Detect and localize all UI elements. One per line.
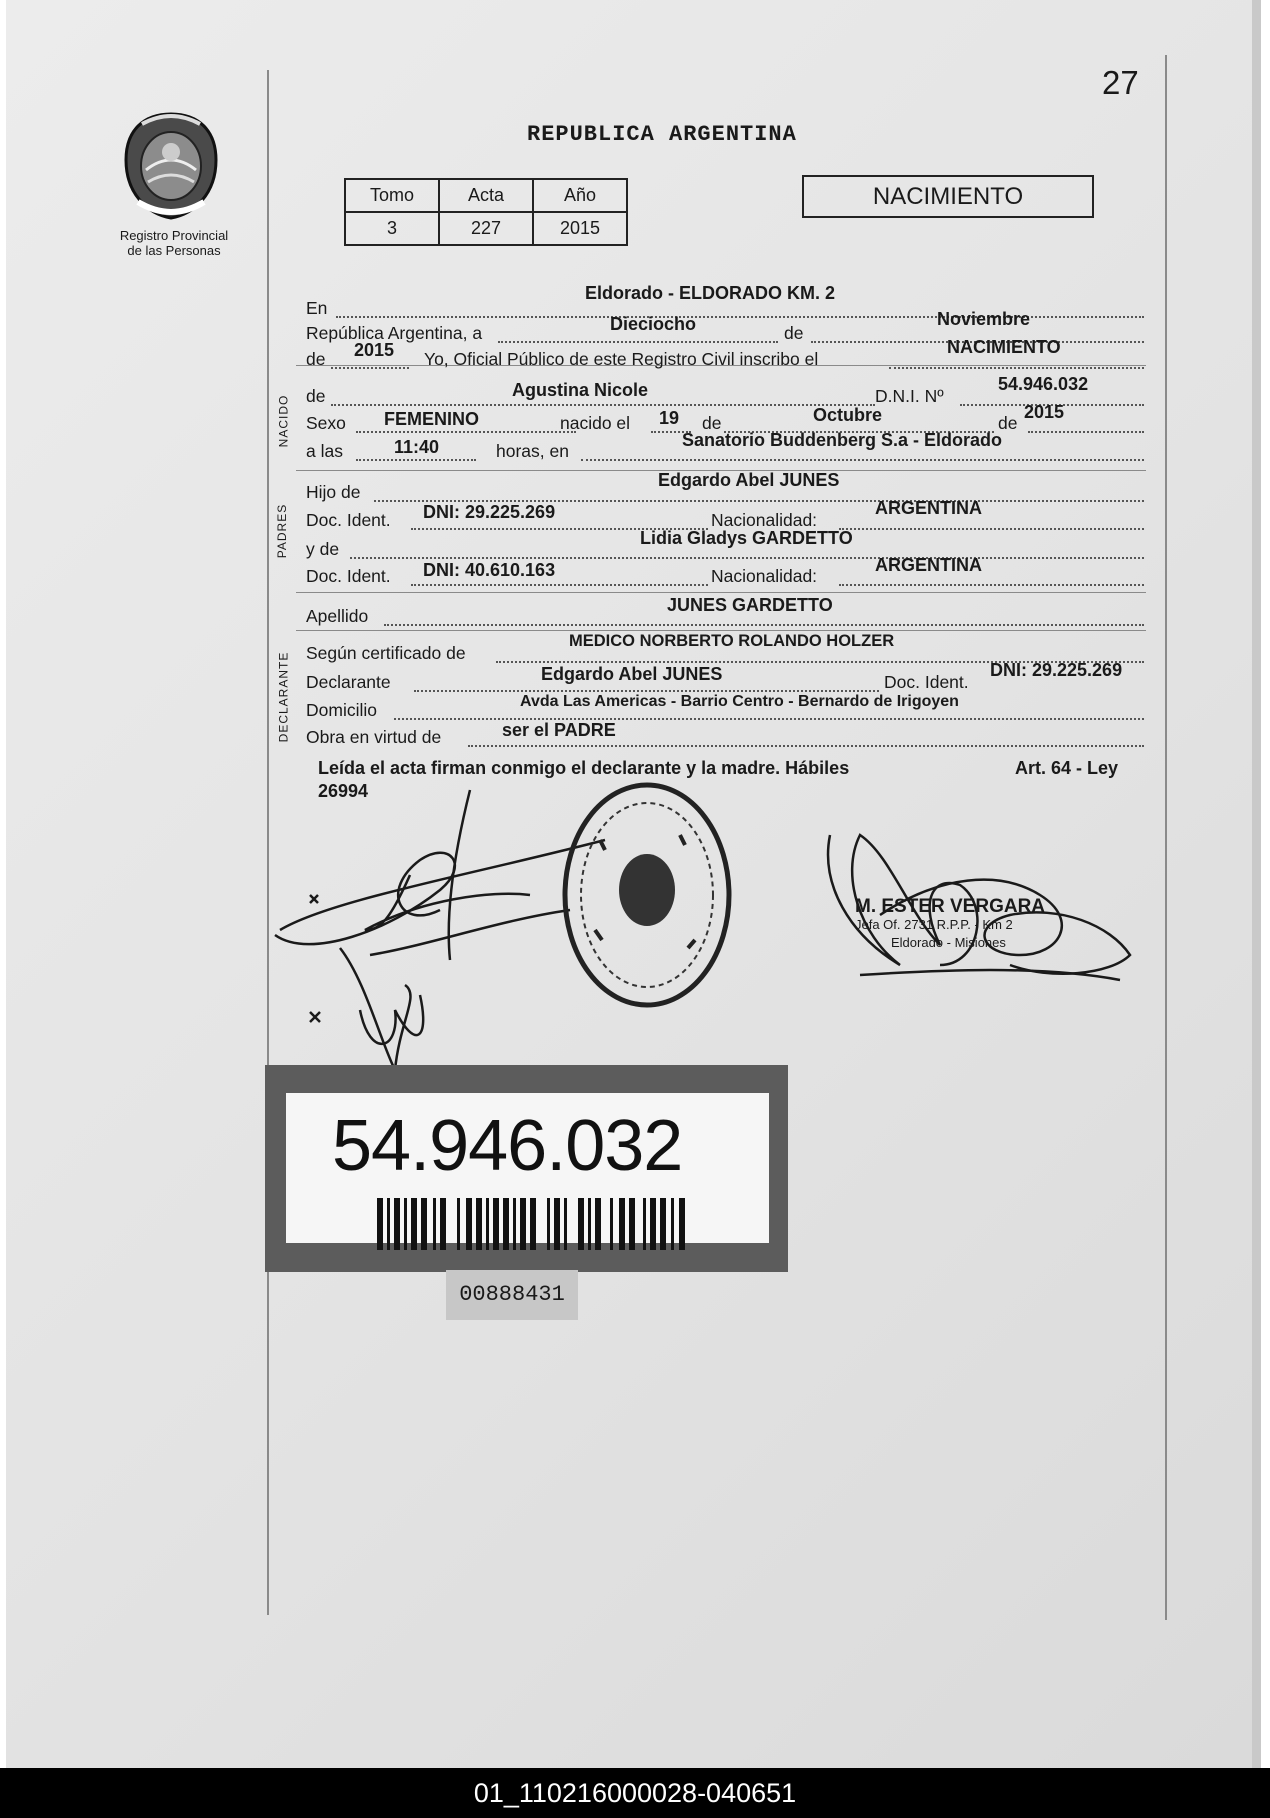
- page-number: 27: [1102, 64, 1139, 101]
- official-title: Jefa Of. 2731 R.P.P. - Km 2: [855, 917, 1013, 932]
- table-header-acta: Acta: [439, 179, 533, 212]
- page-edge: [1252, 0, 1261, 1768]
- label-a-las: a las: [306, 441, 343, 461]
- value-obra: ser el PADRE: [502, 720, 616, 740]
- label-yo-oficial: Yo, Oficial Público de este Registro Civil inscribo el: [424, 349, 819, 369]
- label-apellido: Apellido: [306, 606, 369, 626]
- label-de-mes: de: [784, 323, 804, 343]
- value-dia-texto: Dieciocho: [610, 314, 697, 334]
- section-label-nacido: NACIDO: [276, 394, 291, 448]
- barcode-icon: [377, 1198, 687, 1250]
- barcode-label: [265, 1065, 788, 1272]
- label-obra: Obra en virtud de: [306, 727, 442, 747]
- registry-label-line2: de las Personas: [127, 243, 221, 258]
- label-horas-en: horas, en: [496, 441, 569, 461]
- label-doc-ident-padre: Doc. Ident.: [306, 510, 391, 530]
- value-dni: 54.946.032: [998, 374, 1089, 394]
- registry-table: [344, 178, 628, 246]
- value-dia-nac: 19: [659, 408, 680, 428]
- value-nombre: Agustina Nicole: [512, 380, 649, 400]
- label-doc-ident-madre: Doc. Ident.: [306, 566, 391, 586]
- label-de-anio: de: [306, 349, 326, 369]
- footer-filename: 01_110216000028-040651: [0, 1768, 1270, 1818]
- value-mes-nac: Octubre: [813, 405, 883, 425]
- control-number: 00888431: [446, 1270, 578, 1320]
- value-apellido: JUNES GARDETTO: [667, 595, 833, 615]
- label-nacido-el: nacido el: [560, 413, 631, 433]
- divider-apellido: [296, 592, 1146, 593]
- table-value-anio: 2015: [533, 212, 627, 245]
- section-label-declarante: DECLARANTE: [276, 651, 291, 743]
- reading-text-line2: 26994: [318, 781, 369, 801]
- label-de-nombre: de: [306, 386, 326, 406]
- official-location: Eldorado - Misiones: [891, 935, 1006, 950]
- label-de-dia: de: [702, 413, 722, 433]
- official-name: M. ESTER VERGARA: [855, 896, 1046, 917]
- value-declarante-doc: DNI: 29.225.269: [990, 660, 1123, 680]
- reading-text-right: Art. 64 - Ley: [1014, 758, 1118, 778]
- right-margin-line: [1165, 55, 1167, 1620]
- official-block: [855, 898, 1045, 952]
- value-padre-nac: ARGENTINA: [875, 498, 982, 518]
- label-doc-ident-declarante: Doc. Ident.: [884, 672, 969, 692]
- table-value-acta: 227: [439, 212, 533, 245]
- value-domicilio: Avda Las Americas - Barrio Centro - Bernardo de Irigoyen: [520, 693, 959, 710]
- value-lugar: Eldorado - ELDORADO KM. 2: [585, 283, 836, 303]
- value-hora: 11:40: [394, 437, 440, 457]
- barcode-label-inner: [286, 1093, 769, 1243]
- registry-label: [104, 228, 244, 258]
- value-madre-doc: DNI: 40.610.163: [423, 560, 556, 580]
- reading-text-left: Leída el acta firman conmigo el declarante y la madre. Hábiles: [318, 758, 850, 778]
- table-value-tomo: 3: [345, 212, 439, 245]
- left-margin-line: [267, 70, 269, 1615]
- section-label-padres: PADRES: [275, 503, 290, 559]
- label-republica: República Argentina, a: [306, 323, 483, 343]
- label-sexo: Sexo: [306, 413, 346, 433]
- label-dni: D.N.I. Nº: [875, 386, 944, 406]
- value-inscripcion: NACIMIENTO: [947, 337, 1061, 357]
- value-anio-nac: 2015: [1024, 402, 1065, 422]
- value-anio: 2015: [354, 340, 395, 360]
- provincial-seal-icon: [120, 110, 222, 222]
- value-madre: Lidia Gladys GARDETTO: [640, 528, 853, 548]
- label-declarante: Declarante: [306, 672, 391, 692]
- value-certificado: MEDICO NORBERTO ROLANDO HOLZER: [569, 632, 895, 650]
- value-lugar-nac: Sanatorio Buddenberg S.a - Eldorado: [682, 430, 1003, 450]
- declarant-signature: [270, 780, 610, 1080]
- label-de-anio-nac: de: [998, 413, 1018, 433]
- value-declarante: Edgardo Abel JUNES: [541, 664, 723, 684]
- divider-declarante: [296, 630, 1146, 631]
- value-padre-doc: DNI: 29.225.269: [423, 502, 556, 522]
- value-sexo: FEMENINO: [384, 409, 480, 429]
- label-segun-certificado: Según certificado de: [306, 643, 466, 663]
- document-title: REPUBLICA ARGENTINA: [527, 122, 797, 147]
- registry-stamp: [560, 780, 735, 1010]
- registry-label-line1: Registro Provincial: [119, 228, 229, 243]
- label-y-de: y de: [306, 539, 340, 559]
- value-madre-nac: ARGENTINA: [875, 555, 982, 575]
- value-mes-texto: Noviembre: [937, 309, 1031, 329]
- label-domicilio: Domicilio: [306, 700, 377, 720]
- barcode-number: 54.946.032: [332, 1106, 683, 1186]
- row-obra: [306, 725, 1144, 749]
- table-header-tomo: Tomo: [345, 179, 439, 212]
- record-type-box: NACIMIENTO: [802, 175, 1094, 218]
- label-hijo-de: Hijo de: [306, 482, 361, 502]
- table-header-anio: Año: [533, 179, 627, 212]
- value-padre: Edgardo Abel JUNES: [658, 470, 840, 490]
- label-nacionalidad-padre: Nacionalidad:: [711, 510, 818, 530]
- label-en: En: [306, 298, 328, 318]
- label-nacionalidad-madre: Nacionalidad:: [711, 566, 818, 586]
